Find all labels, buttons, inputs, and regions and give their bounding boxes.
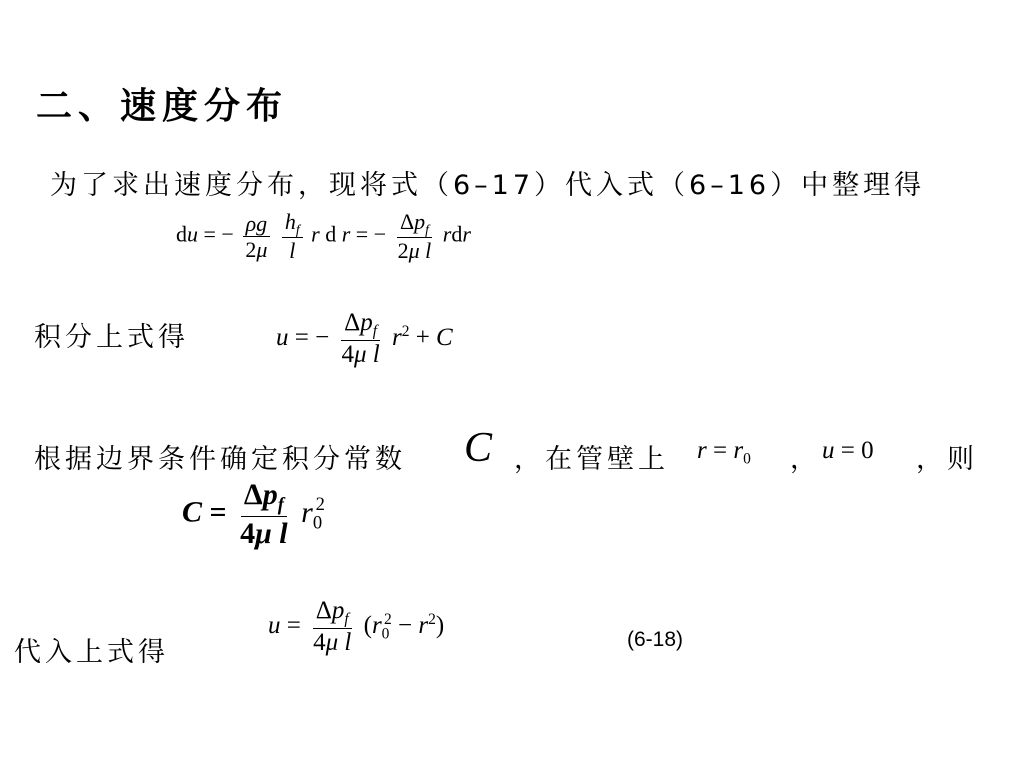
- boundary-u-eq: u = 0: [822, 437, 874, 464]
- page-title: 二、速度分布: [36, 86, 289, 127]
- intro-paragraph: 为了求出速度分布，现将式（6–17）代入式（6–16）中整理得: [50, 170, 926, 201]
- integrate-label: 积分上式得: [34, 322, 189, 353]
- comma: ，: [790, 444, 821, 475]
- boundary-text: 根据边界条件确定积分常数: [34, 444, 406, 475]
- equation-final: u = $\frac{\Delta p_f}{\text{4μ l}}$ $(r_0^2 - r^2)$: [268, 597, 445, 657]
- then-text: ，则: [916, 444, 978, 475]
- constant-c: C: [464, 425, 493, 471]
- equation-number: (6-18): [627, 628, 684, 651]
- equation-integrated: u = − $\frac{\Delta p_f}{\text{4μ l}}$ $r^2 + C$: [276, 309, 453, 369]
- substitute-label: 代入上式得: [14, 637, 169, 668]
- on-wall-text: ，在管壁上: [514, 444, 669, 475]
- boundary-r-eq: $r = r_0$: [697, 437, 751, 468]
- equation-constant: C = $\frac{\Delta p_f}{\text{4μ l}}$ $r_0^2$: [182, 478, 325, 550]
- equation-du: du = − $\frac{\rho g}{2\mu}$ $\frac{h_f}{l}$ r d r = − $\frac{\Delta p_f}{\text{2μ l}}$ rdr: [176, 209, 471, 264]
